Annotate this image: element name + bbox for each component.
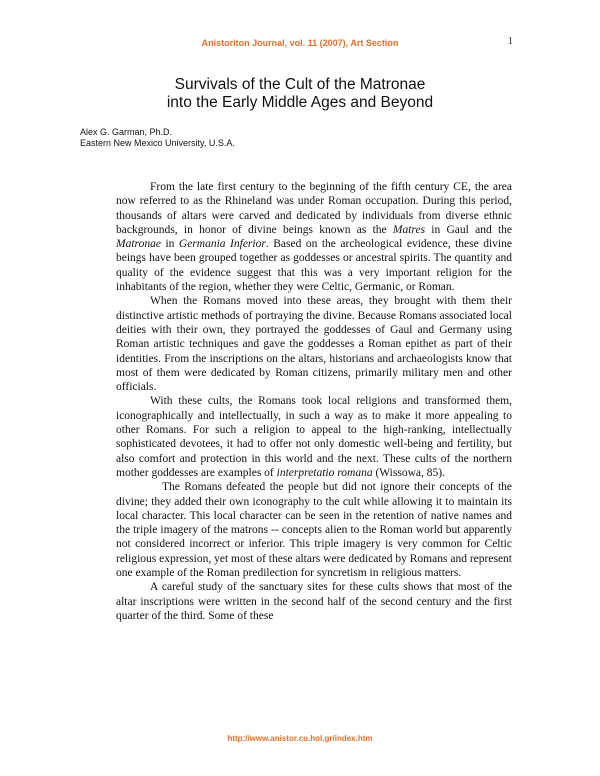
title-line-1: Survivals of the Cult of the Matronae [174, 76, 426, 93]
term-interpretatio-romana: interpretatio romana [276, 466, 373, 479]
paragraph-1 [116, 180, 512, 294]
article-body [116, 180, 512, 623]
author-affiliation: Eastern New Mexico University, U.S.A. [80, 138, 235, 148]
page-number: 1 [508, 36, 513, 47]
article-title [0, 76, 600, 112]
paragraph-2: When the Romans moved into these areas, they brought with them their distinctive artistic methods of portraying the divine. Because Romans associated local deities with their own, they portrayed the goddesses of Gaul and Germany using Roman artistic techniques and gave the goddesses a Roman epithet as part of their identities. From the inscriptions on the altars, historians and archaeologists know that most of them were dedicated by Roman citizens, primarily military men and other officials. [116, 295, 512, 394]
author-block [80, 127, 235, 149]
paragraph-5: A careful study of the sanctuary sites for these cults shows that most of the altar inscriptions were written in the second half of the second century and the first quarter of the third. Some of these [116, 581, 512, 622]
paragraph-1-text-c: in [160, 238, 179, 251]
term-matronae: Matronae [116, 238, 161, 251]
footer-url-link[interactable]: http://www.anistor.co.hol.gr/index.htm [227, 734, 373, 743]
title-line-2: into the Early Middle Ages and Beyond [166, 94, 434, 111]
paragraph-3-text-b: (Wissowa, 85). [372, 466, 445, 479]
paragraph-3 [116, 394, 512, 480]
term-matres: Matres [392, 223, 426, 236]
author-name: Alex G. Garman, Ph.D. [80, 127, 173, 137]
journal-header: Anistoriton Journal, vol. 11 (2007), Art Section [201, 38, 399, 48]
paragraph-1-text-d: . Based on the archeological evidence, these divine beings have been grouped together as goddesses or ancestral spirits. The quantity and quality of the evidence suggest that this was a very important religion for the inhabitants of the region, whether they were Celtic, Germanic, or Roman. [116, 238, 512, 294]
paragraph-1-text-a: From the late first century to the beginning of the fifth century CE, the area now referred to as the Rhineland was under Roman occupation. During this period, thousands of altars were carved and dedicated by individuals from diverse ethnic backgrounds, in honor of divine beings known as the [116, 181, 512, 236]
paragraph-1-text-b: in Gaul and the [425, 223, 512, 236]
term-germania-inferior: Germania Inferior [178, 238, 266, 251]
paragraph-4: The Romans defeated the people but did not ignore their concepts of the divine; they added their own iconography to the cult while allowing it to maintain its local character. This local character can be seen in the retention of native names and the triple imagery of the matrons -- concepts alien to the Roman world but apparently not considered incorrect or inferior. This triple imagery is very common for Celtic religious expression, yet most of these altars were dedicated by Romans and represent one example of the Roman predilection for syncretism in religious matters. [116, 481, 512, 580]
paragraph-3-text-a: With these cults, the Romans took local religions and transformed them, iconographically and intellectually, in such a way as to make it more appealing to other Romans. For such a religion to appeal to the high-ranking, intellectually sophisticated devotees, it had to offer not only domestic well-being and fertility, but also comfort and protection in this world and the next. These cults of the northern mother goddesses are examples of [116, 395, 512, 479]
